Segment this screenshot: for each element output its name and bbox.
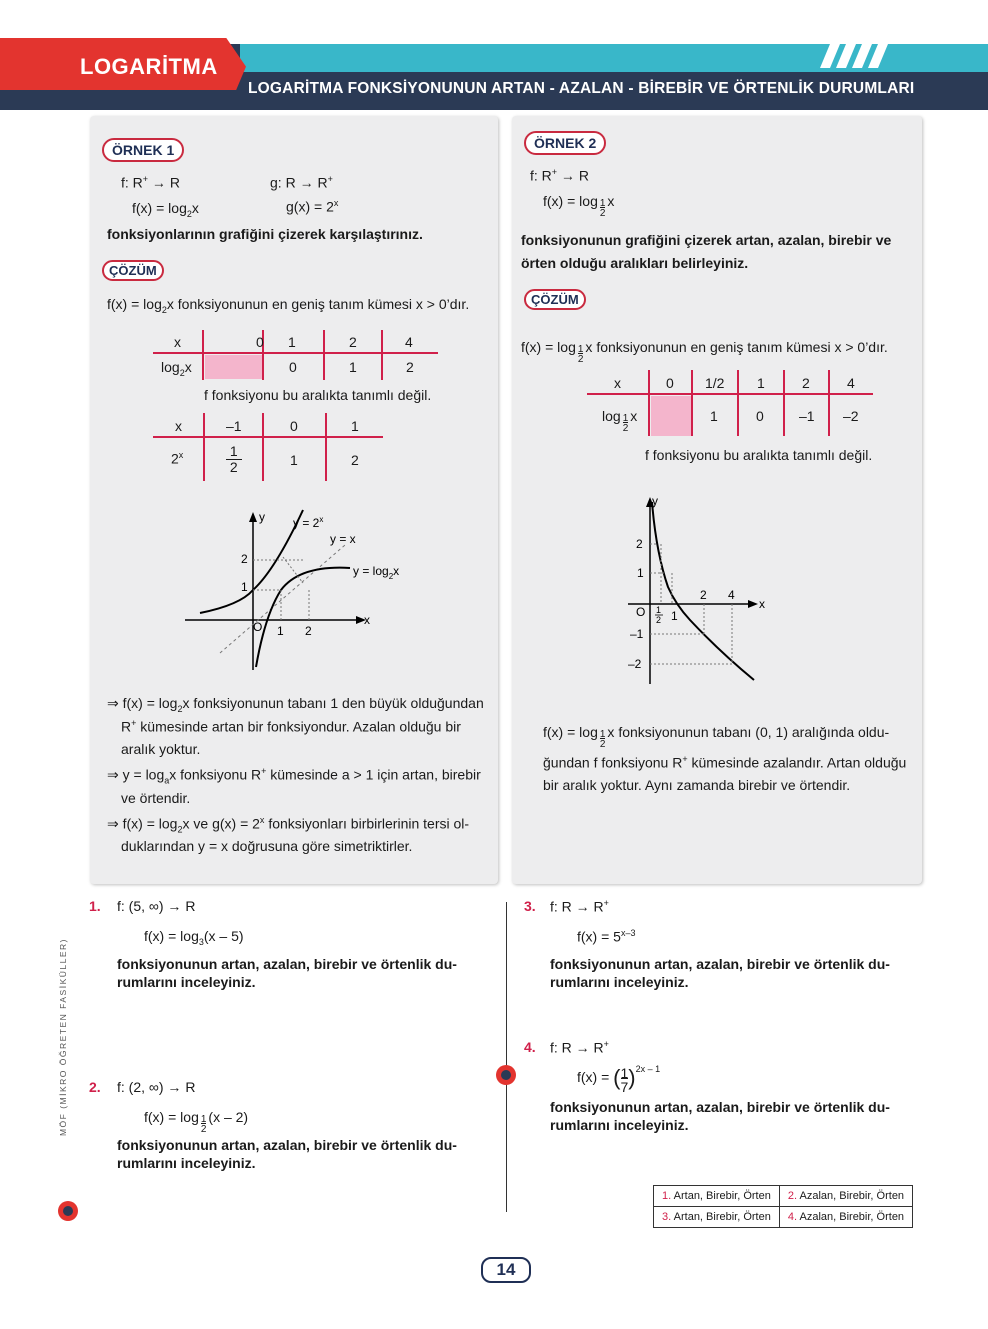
ex1-graph-log-label: $y = \log_2x$	[353, 564, 400, 581]
ex1-t1-cell: 2	[406, 359, 414, 375]
ex2-t-cell: 1	[710, 408, 718, 424]
ex2-conclusion-line2: ğundan f fonksiyonu R+ kümesinde azalandır. Artan olduğu	[543, 754, 907, 771]
q1-prompt-b: rumlarını inceleyiniz.	[117, 974, 256, 990]
q1-prompt-a: fonksiyonunun artan, azalan, birebir ve örtenlik du-	[117, 956, 457, 972]
ex1-t2-cell: 1	[351, 418, 359, 434]
ex1-f-formula: $f(x) = \log_2x$	[132, 200, 199, 219]
ex2-t-cell: 0	[666, 375, 674, 391]
ex1-graph-origin: O	[253, 620, 263, 634]
q4-number: 4.	[524, 1039, 536, 1055]
ex1-graph-ytick: 1	[241, 580, 248, 594]
side-label: MÖF (MİKRO ÖĞRETEN FASİKÜLLER)	[58, 938, 68, 1137]
ex2-conclusion-line3: bir aralık yoktur. Aynı zamanda birebir ve örtendir.	[543, 777, 851, 793]
ex1-t1-cell: 0	[289, 359, 297, 375]
ex1-bullet3: ⇒ $f(x) = \log_2x$ ve $g(x) = 2^x$ fonksiyonları birbirlerinin tersi ol-	[107, 815, 470, 835]
ex1-t1-cell: 1	[349, 359, 357, 375]
ex2-prompt-a: fonksiyonunun grafiğini çizerek artan, azalan, birebir ve	[521, 232, 892, 248]
ex2-graph-ytick: –1	[630, 627, 644, 641]
ex2-table-vline	[691, 370, 693, 436]
ex2-t-cell: 0	[756, 408, 764, 424]
ex1-t2-cell: 1	[290, 452, 298, 468]
ex2-graph-ytick: 1	[637, 566, 644, 580]
ex2-graph-ylabel: y	[652, 494, 658, 508]
ex1-graph-xtick: 2	[305, 624, 312, 638]
q1-domain: f: (5, ∞) → R	[117, 898, 196, 914]
ex2-graph-xlabel: x	[759, 597, 765, 611]
column-divider	[506, 902, 507, 1212]
ex2-conclusion-line1: f(x) = log 1 2x fonksiyonunun tabanı (0, 1) aralığında oldu-	[543, 724, 890, 750]
ex1-table2-vline	[325, 413, 327, 481]
ex2-table-vline	[737, 370, 739, 436]
ex2-t-cell: 2	[802, 375, 810, 391]
ex1-graph-xtick: 1	[277, 624, 284, 638]
ex2-undefined-region	[651, 396, 691, 436]
ex1-domain-line: $f(x) = \log_2x$ fonksiyonunun en geniş tanım kümesi x > 0’dır.	[107, 296, 470, 315]
chapter-title: LOGARİTMA	[80, 54, 218, 79]
q1-formula: $f(x) = \log_3(x - 5)$	[144, 928, 244, 947]
ex1-t1-cell: 1	[288, 334, 296, 350]
ex1-t1-rowlabel: $\log_2x$	[161, 359, 192, 378]
ex2-t-cell: 1/2	[705, 375, 725, 391]
ex1-graph-line-label: y = x	[330, 532, 356, 546]
ex1-table1-vline	[202, 330, 204, 380]
q4-domain: f: R → R+	[550, 1039, 609, 1056]
ex1-t2-cell: 0	[290, 418, 298, 434]
answer-cell: 3. Artan, Birebir, Örten	[654, 1207, 780, 1228]
ex1-bullet1-end: aralık yoktur.	[121, 741, 201, 757]
ex2-t-cell: –1	[799, 408, 815, 424]
publisher-logo-icon	[56, 1198, 80, 1224]
ex2-undefined-note: f fonksiyonu bu aralıkta tanımlı değil.	[645, 447, 873, 463]
ex1-bullet3-end: duklarından y = x doğrusuna göre simetriktirler.	[121, 838, 413, 854]
ex2-t-cell: x	[614, 375, 621, 391]
ex2-graph-xtick-half: 1	[656, 605, 662, 615]
ex1-t2-rowlabel: 2$^x$	[171, 450, 184, 467]
ex1-t1-cell: x	[174, 334, 181, 350]
q2-formula: f(x) = log 1 2(x – 2)	[144, 1109, 249, 1135]
q2-prompt-b: rumlarını inceleyiniz.	[117, 1155, 256, 1171]
ex2-f-formula: f(x) = log 1 2x	[543, 193, 615, 219]
q3-prompt-b: rumlarını inceleyiniz.	[550, 974, 689, 990]
ex2-f-def: f: R+ → R	[530, 167, 589, 184]
ex1-table2-hline	[153, 436, 383, 438]
answer-cell: 2. Azalan, Birebir, Örten	[779, 1186, 912, 1207]
ex2-t-cell: 1	[757, 375, 765, 391]
ex1-undefined-note: f fonksiyonu bu aralıkta tanımlı değil.	[204, 387, 432, 403]
ex1-g-def: g: R → R+	[270, 174, 333, 191]
ex1-table1-hline	[153, 352, 438, 354]
ex1-table2-vline	[262, 413, 264, 481]
ex2-t-cell: 4	[847, 375, 855, 391]
example2-badge: ÖRNEK 2	[524, 131, 606, 155]
ex2-graph-ytick: 2	[636, 537, 643, 551]
ex2-table-vline	[783, 370, 785, 436]
ex2-t-rowlabel: log 1 2x	[602, 408, 638, 434]
q1-number: 1.	[89, 898, 101, 914]
ex1-t1-cell: 4	[405, 334, 413, 350]
q2-prompt-a: fonksiyonunun artan, azalan, birebir ve örtenlik du-	[117, 1137, 457, 1153]
ex1-t1-cell: 2	[349, 334, 357, 350]
ex2-t-cell: –2	[843, 408, 859, 424]
q3-formula: $f(x) = 5^{x-3}$	[577, 928, 636, 945]
ex1-t1-cell: 0	[256, 334, 264, 350]
example2-solution-badge: ÇÖZÜM	[524, 289, 586, 310]
page-number: 14	[481, 1257, 531, 1283]
ex1-graph-ytick: 2	[241, 552, 248, 566]
ex1-bullet1-cont: R+ kümesinde artan bir fonksiyondur. Azalan olduğu bir	[121, 718, 461, 735]
ex1-graph-xlabel: x	[364, 613, 370, 627]
ex1-graph	[180, 505, 400, 675]
ex1-table1-vline	[323, 330, 325, 380]
ex2-table-hline	[587, 393, 873, 395]
ex2-graph-xtick: 1	[671, 609, 678, 623]
ex2-prompt-b: örten olduğu aralıkları belirleyiniz.	[521, 255, 749, 271]
example1-solution-badge: ÇÖZÜM	[102, 260, 164, 281]
ex1-bullet2: ⇒ $y = \log_ax$ fonksiyonu R+ kümesinde a > 1 için artan, birebir	[107, 766, 481, 786]
section-subtitle: LOGARİTMA FONKSİYONUNUN ARTAN - AZALAN - BİREBİR VE ÖRTENLİK DURUMLARI	[248, 80, 915, 97]
ex2-domain-line: f(x) = log 1 2x fonksiyonunun en geniş tanım kümesi x > 0’dır.	[521, 339, 888, 365]
q4-prompt-b: rumlarını inceleyiniz.	[550, 1117, 689, 1133]
ex2-graph-xtick: 2	[700, 588, 707, 602]
publisher-logo-icon	[494, 1062, 518, 1088]
ex2-graph-xtick-half: 2	[656, 615, 662, 625]
ex1-g-formula: $g(x) = 2^x$	[286, 198, 339, 215]
q4-prompt-a: fonksiyonunun artan, azalan, birebir ve örtenlik du-	[550, 1099, 890, 1115]
ex1-f-def: f: R+ → R	[121, 174, 180, 191]
q3-prompt-a: fonksiyonunun artan, azalan, birebir ve örtenlik du-	[550, 956, 890, 972]
ex1-bullet2-end: ve örtendir.	[121, 790, 191, 806]
ex1-t2-cell: –1	[226, 418, 242, 434]
ex1-t2-cell: x	[175, 418, 182, 434]
ex1-t2-fraction: 1 2	[226, 443, 242, 475]
ex2-table-vline	[828, 370, 830, 436]
ex2-graph-xtick: 4	[728, 588, 735, 602]
ex2-graph-ytick: –2	[628, 657, 642, 671]
q2-domain: f: (2, ∞) → R	[117, 1079, 196, 1095]
q2-number: 2.	[89, 1079, 101, 1095]
q3-number: 3.	[524, 898, 536, 914]
ex1-undefined-region	[205, 355, 262, 379]
q4-formula: f(x) = (1 7)$^{2x - 1}$	[577, 1064, 661, 1095]
ex1-graph-ylabel: y	[259, 510, 265, 524]
ex1-graph-exp-label: $y = 2^x$	[293, 515, 324, 530]
ex1-table1-vline	[381, 330, 383, 380]
answer-key	[653, 1185, 913, 1228]
ex1-table2-vline	[203, 413, 205, 481]
ex1-bullet1: ⇒ $f(x) = \log_2x$ fonksiyonunun tabanı 1 den büyük olduğundan	[107, 695, 484, 714]
ex1-t2-cell: 2	[351, 452, 359, 468]
ex2-table-vline	[648, 370, 650, 436]
q3-domain: f: R → R+	[550, 898, 609, 915]
ex1-prompt: fonksiyonlarının grafiğini çizerek karşılaştırınız.	[107, 226, 423, 242]
ex2-graph-origin: O	[636, 605, 646, 619]
answer-cell: 4. Azalan, Birebir, Örten	[779, 1207, 912, 1228]
ex2-graph	[620, 492, 780, 687]
answer-cell: 1. Artan, Birebir, Örten	[654, 1186, 780, 1207]
example1-badge: ÖRNEK 1	[102, 138, 184, 162]
stripes-decoration	[810, 44, 890, 68]
